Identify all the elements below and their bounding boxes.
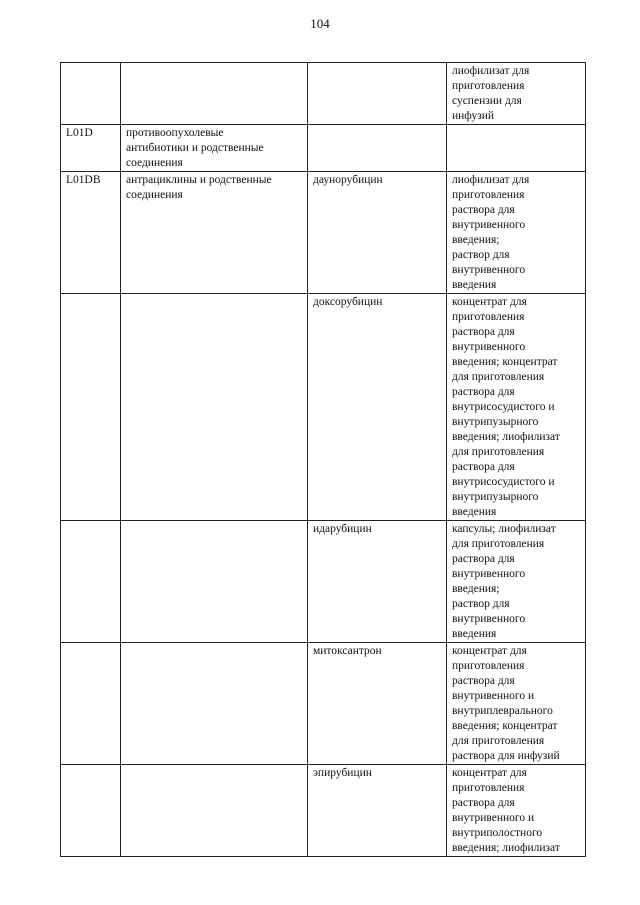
dosage-form-cell: лиофилизат для приготовления раствора для внутривенного введения; раствор для внутривенного введения: [447, 172, 586, 294]
table-row: [61, 125, 586, 172]
atc-code-cell: [61, 643, 121, 765]
table-row: [61, 63, 586, 125]
table-row: [61, 643, 586, 765]
atc-code-cell: L01DB: [61, 172, 121, 294]
drug-name-cell: [308, 63, 447, 125]
group-name-cell: [121, 521, 308, 643]
group-name-cell: [121, 643, 308, 765]
atc-code-cell: [61, 294, 121, 521]
dosage-form-cell: [447, 125, 586, 172]
group-name-cell: [121, 765, 308, 857]
drug-name-cell: доксорубицин: [308, 294, 447, 521]
page-number: 104: [310, 16, 330, 31]
dosage-form-cell: концентрат для приготовления раствора для внутривенного и внутриполостного введения; лиофилизат: [447, 765, 586, 857]
drug-table: [60, 62, 586, 857]
group-name-cell: противоопухолевые антибиотики и родственные соединения: [121, 125, 308, 172]
dosage-form-cell: концентрат для приготовления раствора для внутривенного введения; концентрат для приготовления раствора для внутрисосудистого и внутрипузырного введения; лиофилизат для приготовления раствора для внутрисосудистого и внутрипузырного введения: [447, 294, 586, 521]
drug-name-cell: митоксантрон: [308, 643, 447, 765]
dosage-form-cell: лиофилизат для приготовления суспензии для инфузий: [447, 63, 586, 125]
drug-name-cell: даунорубицин: [308, 172, 447, 294]
table-row: [61, 521, 586, 643]
dosage-form-cell: капсулы; лиофилизат для приготовления раствора для внутривенного введения; раствор для внутривенного введения: [447, 521, 586, 643]
atc-code-cell: L01D: [61, 125, 121, 172]
table-row: [61, 294, 586, 521]
atc-code-cell: [61, 63, 121, 125]
group-name-cell: [121, 294, 308, 521]
drug-name-cell: эпирубицин: [308, 765, 447, 857]
drug-name-cell: [308, 125, 447, 172]
atc-code-cell: [61, 765, 121, 857]
table-row: [61, 172, 586, 294]
dosage-form-cell: концентрат для приготовления раствора для внутривенного и внутриплеврального введения; концентрат для приготовления раствора для инфузий: [447, 643, 586, 765]
table-row: [61, 765, 586, 857]
drug-name-cell: идарубицин: [308, 521, 447, 643]
group-name-cell: [121, 63, 308, 125]
group-name-cell: антрациклины и родственные соединения: [121, 172, 308, 294]
atc-code-cell: [61, 521, 121, 643]
